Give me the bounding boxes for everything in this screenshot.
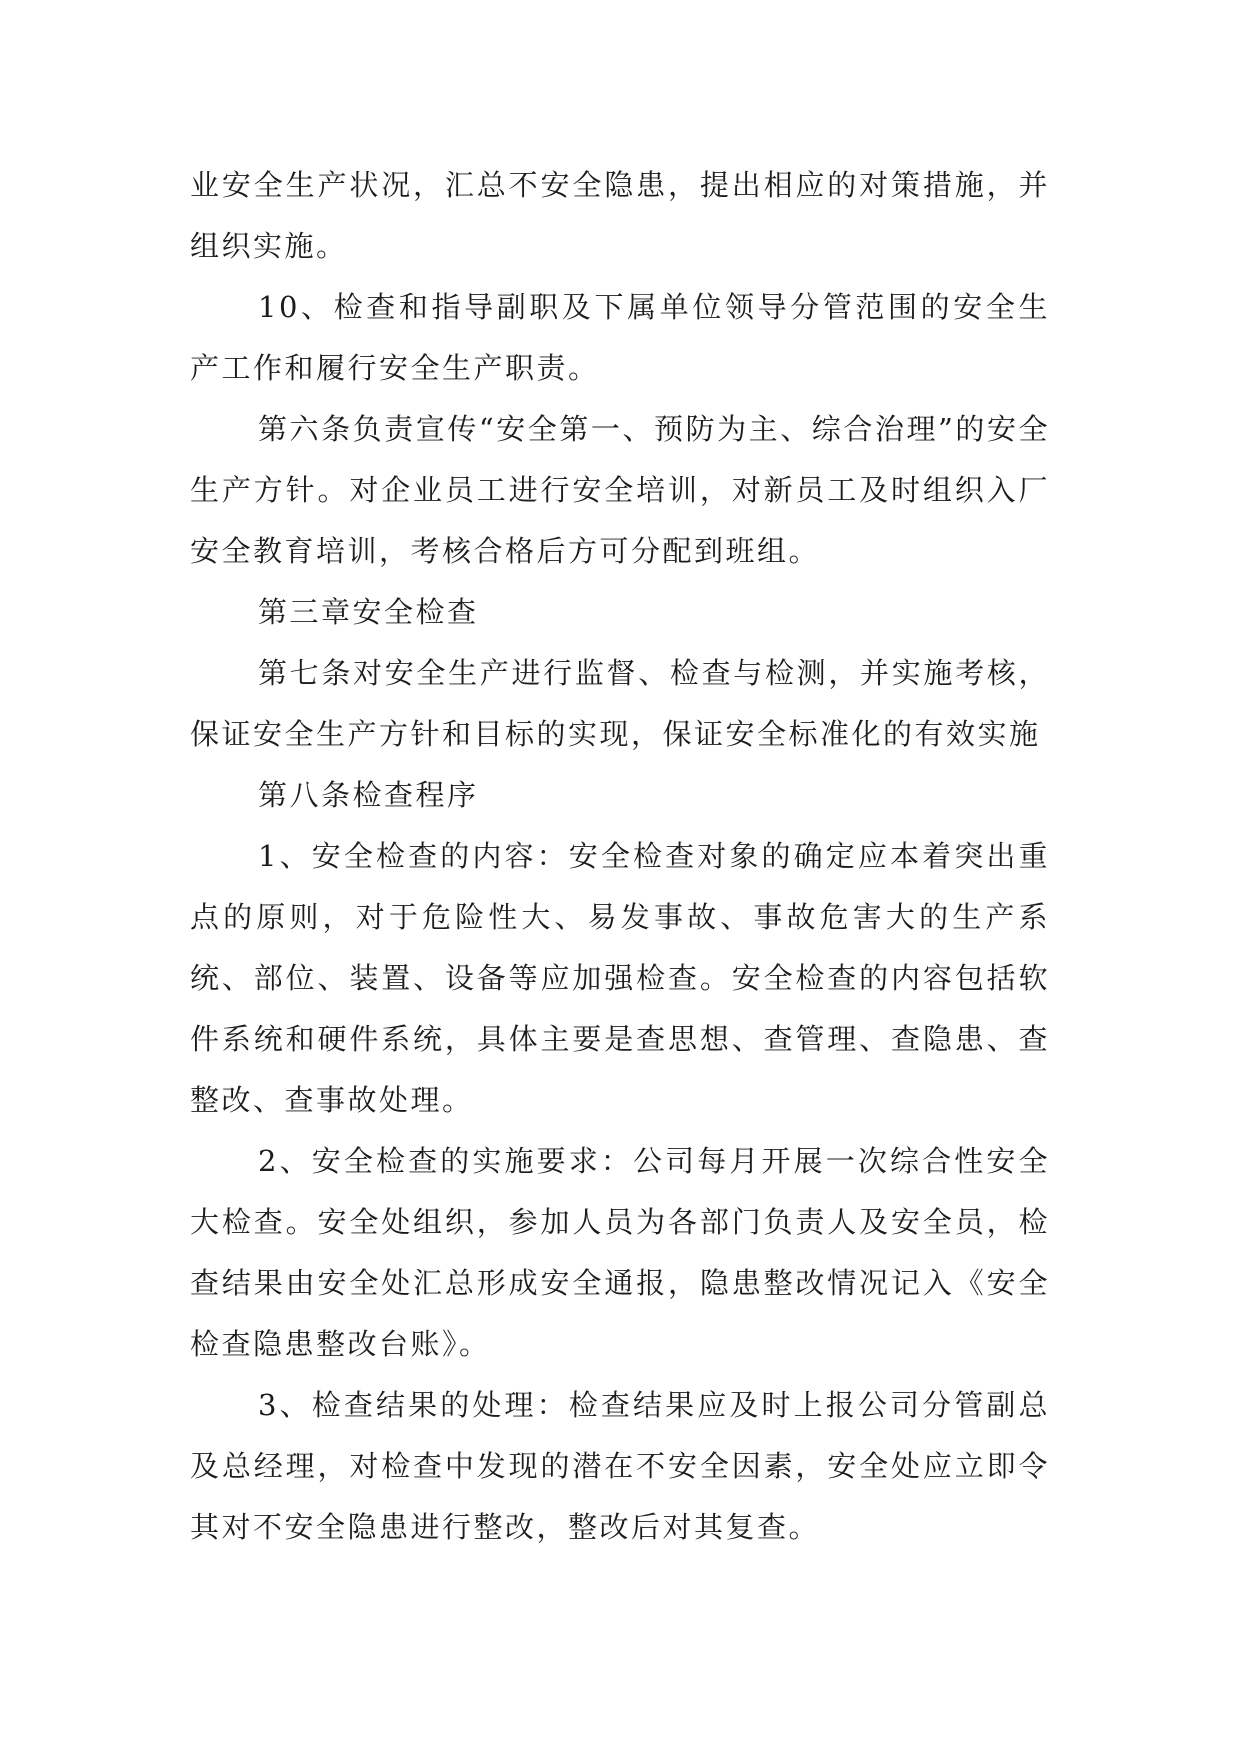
paragraph-article-7: 第七条对安全生产进行监督、检查与检测，并实施考核，保证安全生产方针和目标的实现，保证安全标准化的有效实施 bbox=[190, 656, 1050, 751]
document-body bbox=[190, 155, 1050, 1558]
paragraph-item-10: 10、检查和指导副职及下属单位领导分管范围的安全生产工作和履行安全生产职责。 bbox=[190, 290, 1050, 385]
paragraph-article-8: 第八条检查程序 bbox=[258, 778, 479, 812]
paragraph-article-6: 第六条负责宣传“安全第一、预防为主、综合治理”的安全生产方针。对企业员工进行安全培训，对新员工及时组织入厂安全教育培训，考核合格后方可分配到班组。 bbox=[190, 412, 1050, 568]
paragraph-check-content: 1、安全检查的内容：安全检查对象的确定应本着突出重点的原则，对于危险性大、易发事故、事故危害大的生产系统、部位、装置、设备等应加强检查。安全检查的内容包括软件系统和硬件系统，具体主要是查思想、查管理、查隐患、查整改、查事故处理。 bbox=[190, 839, 1050, 1117]
chapter-heading-3: 第三章安全检查 bbox=[258, 595, 479, 629]
paragraph-continuation: 业安全生产状况，汇总不安全隐患，提出相应的对策措施，并组织实施。 bbox=[190, 168, 1050, 263]
paragraph-check-requirements: 2、安全检查的实施要求：公司每月开展一次综合性安全大检查。安全处组织，参加人员为各部门负责人及安全员，检查结果由安全处汇总形成安全通报，隐患整改情况记入《安全检查隐患整改台账》。 bbox=[190, 1144, 1050, 1361]
paragraph-check-results: 3、检查结果的处理：检查结果应及时上报公司分管副总及总经理，对检查中发现的潜在不安全因素，安全处应立即令其对不安全隐患进行整改，整改后对其复查。 bbox=[190, 1388, 1050, 1544]
